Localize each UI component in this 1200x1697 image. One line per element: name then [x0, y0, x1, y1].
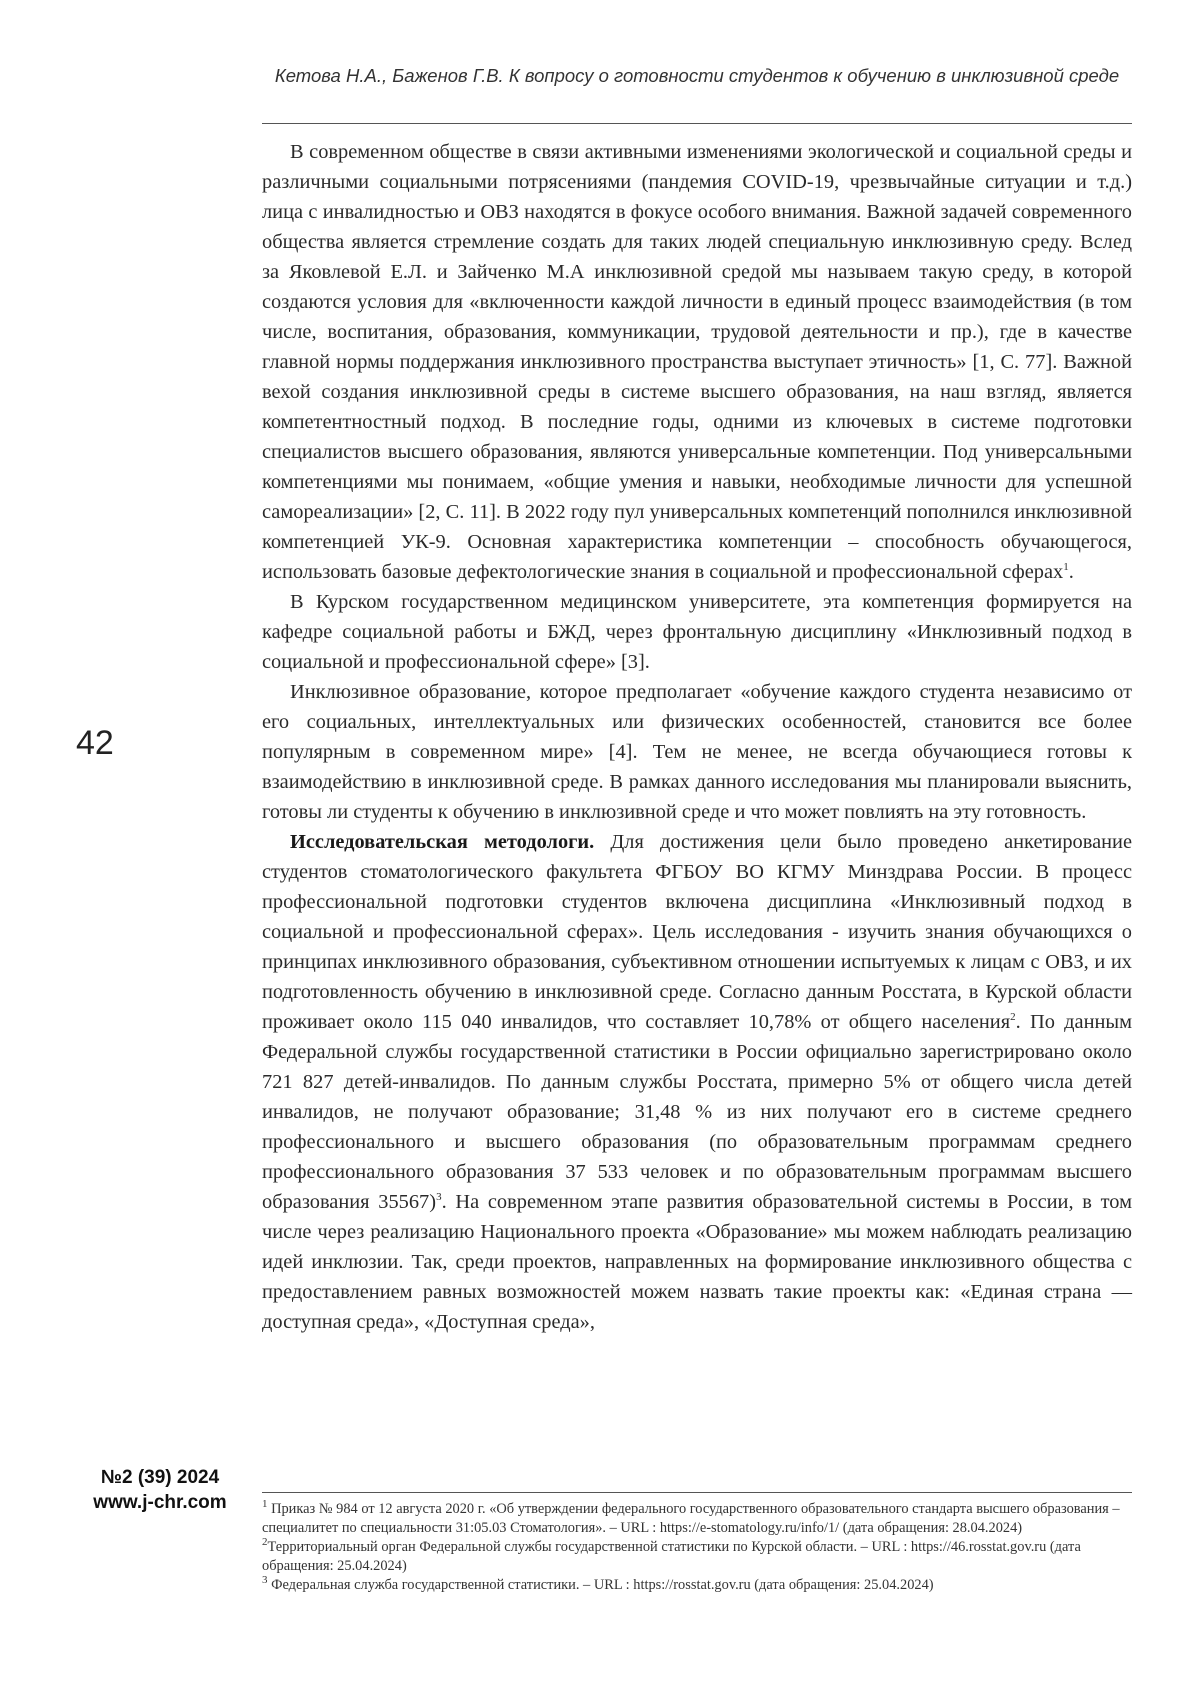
footnote-ref-1[interactable]: 1 — [1063, 561, 1069, 574]
journal-website: www.j-chr.com — [93, 1492, 227, 1513]
footnote-1 — [262, 1500, 1132, 1538]
paragraph-3: Инклюзивное образование, которое предполагает «обучение каждого студента независимо от его социальных, интеллектуальных или физических особенностей, становится все более популярным в современном мире» [4]. Тем не менее, не всегда обучающиеся готовы к взаимодействию в инклюзивной среде. В рамках данного исследования мы планировали выяснить, готовы ли студенты к обучению в инклюзивной среде и что может повлиять на эту готовность. — [262, 681, 1132, 823]
paragraph-4-text-b: . По данным Федеральной службы государственной статистики в России официально зарегистрировано около 721 827 детей-инвалидов. По данным службы Росстата, примерно 5% от общего числа детей инвалидов, не получают образование; 31,48 % из них получают его в системе среднего профессионального и высшего образования (по образовательным программам среднего профессионального образования 37 533 человек и по образовательным программам высшего образования 35567) — [262, 1011, 1132, 1213]
footnote-2-text: Территориальный орган Федеральной службы государственной статистики по Курской области. – URL : https://46.rosstat.gov.ru (дата обращения: 25.04.2024) — [262, 1539, 1081, 1574]
page-number: 42 — [76, 724, 114, 762]
footnote-3-text: Федеральная служба государственной статистики. – URL : https://rosstat.gov.ru (дата обращения: 25.04.2024) — [267, 1577, 934, 1593]
paragraph-4-text-a: Для достижения цели было проведено анкетирование студентов стоматологического факультета ФГБОУ ВО КГМУ Минздрава России. В процесс профессиональной подготовки студентов включена дисциплина «Инклюзивный подход в социальной и профессиональной сферах». Цель исследования - изучить знания обучающихся о принципах инклюзивного образования, субъективном отношении испытуемых к лицам с ОВЗ, и их подготовленность обучению в инклюзивной среде. Согласно данным Росстата, в Курской области проживает около 115 040 инвалидов, что составляет 10,78% от общего населения — [262, 831, 1132, 1033]
footnote-3 — [262, 1576, 1132, 1595]
paragraph-1-text: В современном обществе в связи активными изменениями экологической и социальной среды и различными социальными потрясениями (пандемия COVID-19, чрезвычайные ситуации и т.д.) лица с инвалидностью и ОВЗ находятся в фокусе особого внимания. Важной задачей современного общества является стремление создать для таких людей специальную инклюзивную среду. Вслед за Яковлевой Е.Л. и Зайченко М.А инклюзивной средой мы называем такую среду, в которой создаются условия для «включенности каждой личности в единый процесс взаимодействия (в том числе, воспитания, образования, коммуникации, трудовой деятельности и пр.), где в качестве главной нормы поддержания инклюзивного пространства выступает этичность» [1, С. 77]. Важной вехой создания инклюзивной среды в системе высшего образования, на наш взгляд, является компетентностный подход. В последние годы, одними из ключевых в системе подготовки специалистов высшего образования, являются универсальные компетенции. Под универсальными компетенциями мы понимаем, «общие умения и навыки, необходимые личности для успешной самореализации» [2, С. 11]. В 2022 году пул универсальных компетенций пополнился инклюзивной компетенцией УК-9. Основная характеристика компетенции – способность обучающегося, использовать базовые дефектологические знания в социальной и профессиональной сферах — [262, 141, 1132, 583]
paragraph-1-end: . — [1068, 561, 1074, 583]
running-header: Кетова Н.А., Баженов Г.В. К вопросу о готовности студентов к обучению в инклюзивной среде — [274, 65, 1120, 86]
footnote-3-mark: 3 — [262, 1574, 268, 1587]
paragraph-1 — [262, 137, 1132, 587]
article-body — [262, 137, 1132, 1337]
paragraph-2: В Курском государственном медицинском университете, эта компетенция формируется на кафедре социальной работы и БЖД, через фронтальную дисциплину «Инклюзивный подход в социальной и профессиональной сфере» [3]. — [262, 591, 1132, 673]
footnote-2-mark: 2 — [262, 1536, 268, 1549]
issue-number: №2 (39) 2024 — [100, 1467, 220, 1488]
header-divider — [262, 123, 1132, 124]
issue-info — [80, 1465, 240, 1515]
footnote-1-mark: 1 — [262, 1498, 268, 1511]
footnote-ref-2[interactable]: 2 — [1010, 1011, 1016, 1024]
footnote-divider — [262, 1492, 1132, 1493]
footnote-ref-3[interactable]: 3 — [436, 1191, 442, 1204]
paragraph-4 — [262, 827, 1132, 1337]
footnote-2 — [262, 1538, 1132, 1576]
methodology-heading: Исследовательская методологи. — [290, 831, 595, 853]
footnotes — [262, 1500, 1132, 1595]
paragraph-4-text-c: . На современном этапе развития образовательной системы в России, в том числе через реализацию Национального проекта «Образование» мы можем наблюдать реализацию идей инклюзии. Так, среди проектов, направленных на формирование инклюзивного общества с предоставлением равных возможностей можем назвать такие проекты как: «Единая страна — доступная среда», «Доступная среда», — [262, 1191, 1132, 1333]
footnote-1-text: Приказ № 984 от 12 августа 2020 г. «Об утверждении федерального государственного образовательного стандарта высшего образования – специалитет по специальности 31:05.03 Стоматология». – URL : https://e-stomatology.ru/info/1/ (дата обращения: 28.04.2024) — [262, 1501, 1120, 1536]
